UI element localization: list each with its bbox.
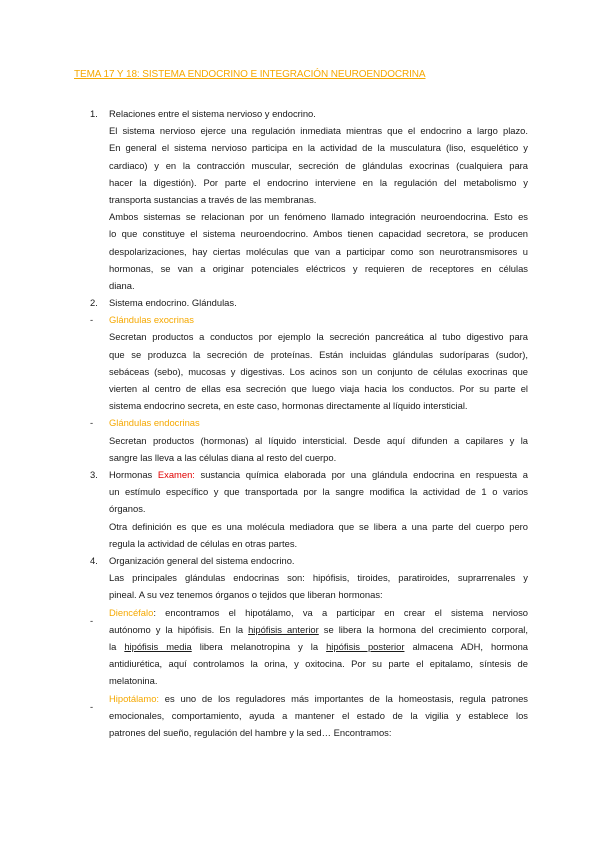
section-3 [109, 466, 528, 552]
section-2 [109, 294, 528, 466]
bullet-dash: - [90, 417, 94, 428]
paragraph-line: sistema endocrino secreta, en este caso, hormonas directamente al líquido intersticial. [109, 400, 468, 412]
paragraph-line: El sistema nervioso ejerce una regulación inmediata mientras que el endocrino a largo plazo. [109, 125, 528, 137]
section-4-number: 4. [90, 555, 98, 566]
paragraph-line [109, 604, 528, 621]
diencefalo-text: almacena ADH, hormona [404, 640, 528, 652]
paragraph-line: transporta sustancias a través de las membranas. [109, 193, 317, 205]
diencefalo-label: Diencéfalo [109, 606, 154, 618]
paragraph-line: pineal. A su vez tenemos órganos o tejidos que liberan hormonas: [109, 589, 383, 601]
paragraph-line: melatonina. [109, 675, 158, 687]
hipofisis-posterior: hipófisis posterior [326, 640, 405, 652]
hipofisis-anterior: hipófisis anterior [248, 623, 319, 635]
section-1-number: 1. [90, 108, 98, 119]
paragraph-line: Ambos sistemas se relacionan por un fenómeno llamado integración neuroendocrina. Esto es [109, 211, 528, 223]
section-2-number: 2. [90, 297, 98, 308]
bullet-dash: - [90, 314, 94, 325]
section-4-heading: Organización general del sistema endocrino. [109, 555, 295, 566]
diencefalo-text: autónomo y la hipófisis. En la [109, 623, 249, 635]
paragraph-line: hacer la digestión). Por parte el endocrino interviene en la regulación del metabolismo y [109, 176, 528, 188]
paragraph-line [109, 621, 528, 638]
hipofisis-media: hipófisis media [124, 640, 192, 652]
paragraph-line: patrones del sueño, regulación del hambre y la sed… Encontramos: [109, 726, 392, 738]
diencefalo-text: libera melanotropina y la [191, 640, 327, 652]
paragraph-line [109, 466, 528, 483]
hormonas-definition: sustancia química elaborada por una glándula endocrina en respuesta a [194, 469, 528, 480]
section-1 [109, 105, 528, 294]
bullet-dash: - [90, 615, 94, 626]
paragraph-line: antidiurética, aquí controlamos la orina, y oxitocina. Por su parte el epitalamo, síntesis de [109, 658, 528, 670]
paragraph-line: Otra definición es que es una molécula mediadora que se libera a una parte del cuerpo pero [109, 520, 528, 532]
section-2-heading: Sistema endocrino. Glándulas. [109, 297, 237, 308]
paragraph-line: En general el sistema nervioso participa en la actividad de la musculatura (liso, esquelético y [109, 142, 528, 154]
paragraph-line: Secretan productos a conductos por ejemplo la secreción pancreática al tubo digestivo para [109, 331, 528, 343]
hormonas-lead: Hormonas [109, 469, 158, 480]
diencefalo-text: : encontramos el hipotálamo, va a participar en crear el sistema nervioso [153, 606, 528, 618]
paragraph-line [109, 638, 528, 655]
diencefalo-text: se libera la hormona del crecimiento corporal, [318, 623, 528, 635]
paragraph-line: diana. [109, 279, 135, 291]
paragraph-line: un estímulo específico y que transportada por la sangre modifica la actividad de 1 o varios [109, 486, 528, 498]
hipotalamo-label: Hipotálamo: [109, 692, 160, 704]
paragraph-line [109, 690, 528, 707]
paragraph-line: cardiaco) y en la contracción muscular, secreción de glándulas exocrinas (cualquiera para [109, 159, 528, 171]
bullet-dash: - [90, 701, 94, 712]
paragraph-line: Secretan productos (hormonas) al líquido intersticial. Desde aquí difunden a capilares y la [109, 434, 528, 446]
section-4 [109, 552, 528, 741]
paragraph-line: Las principales glándulas endocrinas son: hipófisis, tiroides, paratiroides, suprarrenales y [109, 572, 528, 584]
diencefalo-text: la [109, 640, 125, 652]
paragraph-line: sebáceas (sebo), mucosas y digestivas. Los acinos son un conjunto de células exocrinas que [109, 365, 528, 377]
exocrine-label: Glándulas exocrinas [109, 314, 194, 326]
paragraph-line: vierten al centro de ellas esa secreción que luego viaja hacia los conductos. Por su parte el [109, 382, 528, 394]
hipotalamo-text: es uno de los reguladores más importantes de la homeostasis, regula patrones [159, 692, 528, 704]
paragraph-line: despolarizaciones, hay ciertas moléculas que van a participar como son neurotransmisores u [109, 245, 528, 257]
paragraph-line: que se produzca la secreción de proteínas. Están incluidas glándulas sudoríparas (sudor), [109, 348, 528, 360]
paragraph-line: sangre las lleva a las células diana al resto del cuerpo. [109, 451, 337, 463]
paragraph-line: órganos. [109, 503, 146, 515]
section-3-number: 3. [90, 469, 98, 480]
section-1-heading: Relaciones entre el sistema nervioso y endocrino. [109, 108, 316, 119]
document-title: TEMA 17 Y 18: SISTEMA ENDOCRINO E INTEGRACIÓN NEUROENDOCRINA [74, 69, 426, 80]
exam-tag: Examen: [157, 469, 195, 480]
paragraph-line: lo que constituye el sistema neuroendocrino. Ambos tienen capacidad secretora, se producen [109, 228, 528, 240]
paragraph-line: emocionales, comportamiento, ayuda a mantener el estado de la vigilia y establece los [109, 709, 528, 721]
endocrine-label: Glándulas endocrinas [109, 417, 200, 429]
paragraph-line: regula la actividad de células en otras partes. [109, 537, 298, 549]
paragraph-line: hormonas, se van a originar potenciales eléctricos y requieren de receptores en células [109, 262, 528, 274]
